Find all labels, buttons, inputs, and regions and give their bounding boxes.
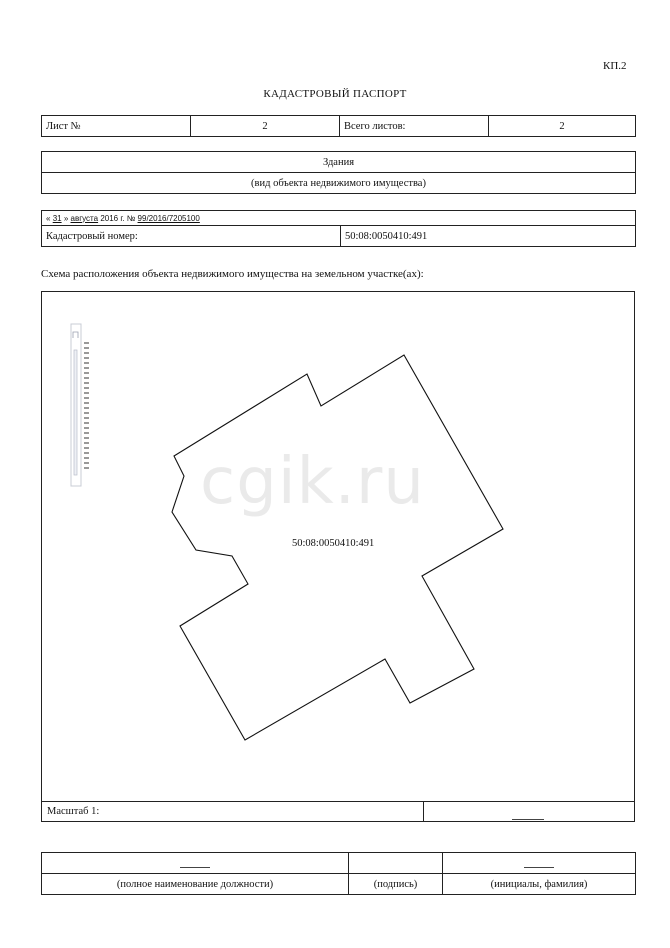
document-title: КАДАСТРОВЫЙ ПАСПОРТ [263, 88, 407, 100]
object-type: Здания [42, 152, 636, 173]
ruler-icon [71, 324, 89, 486]
scheme-label: Схема расположения объекта недвижимого имущества на земельном участке(ах): [41, 268, 424, 280]
date-close-quote: » [63, 213, 69, 223]
object-type-caption: (вид объекта недвижимого имущества) [42, 173, 636, 194]
name-field [443, 853, 636, 874]
signature-field [349, 853, 443, 874]
parcel-number-label: 50:08:0050410:491 [292, 538, 375, 549]
date-day: 31 [52, 213, 62, 223]
name-caption: (инициалы, фамилия) [443, 874, 636, 895]
date-year: 2016 г. № [100, 213, 136, 223]
form-code: КП.2 [603, 60, 627, 72]
position-field [42, 853, 349, 874]
name-blank-line [524, 855, 554, 868]
position-blank-line [180, 855, 210, 868]
sheet-label: Лист № [42, 116, 191, 137]
total-sheets-label: Всего листов: [340, 116, 489, 137]
position-caption: (полное наименование должности) [42, 874, 349, 895]
scale-label: Масштаб 1: [47, 806, 100, 817]
statement-number: 99/2016/7205100 [137, 213, 200, 223]
date-month: августа [70, 213, 99, 223]
cadastral-number-value: 50:08:0050410:491 [341, 226, 636, 247]
date-open-quote: « [46, 213, 51, 223]
signature-table [41, 852, 636, 895]
cadastral-number-label: Кадастровый номер: [42, 226, 341, 247]
signature-caption: (подпись) [349, 874, 443, 895]
total-sheets-value: 2 [489, 116, 636, 137]
sheet-value: 2 [191, 116, 340, 137]
watermark-text: cgik.ru [200, 445, 425, 519]
